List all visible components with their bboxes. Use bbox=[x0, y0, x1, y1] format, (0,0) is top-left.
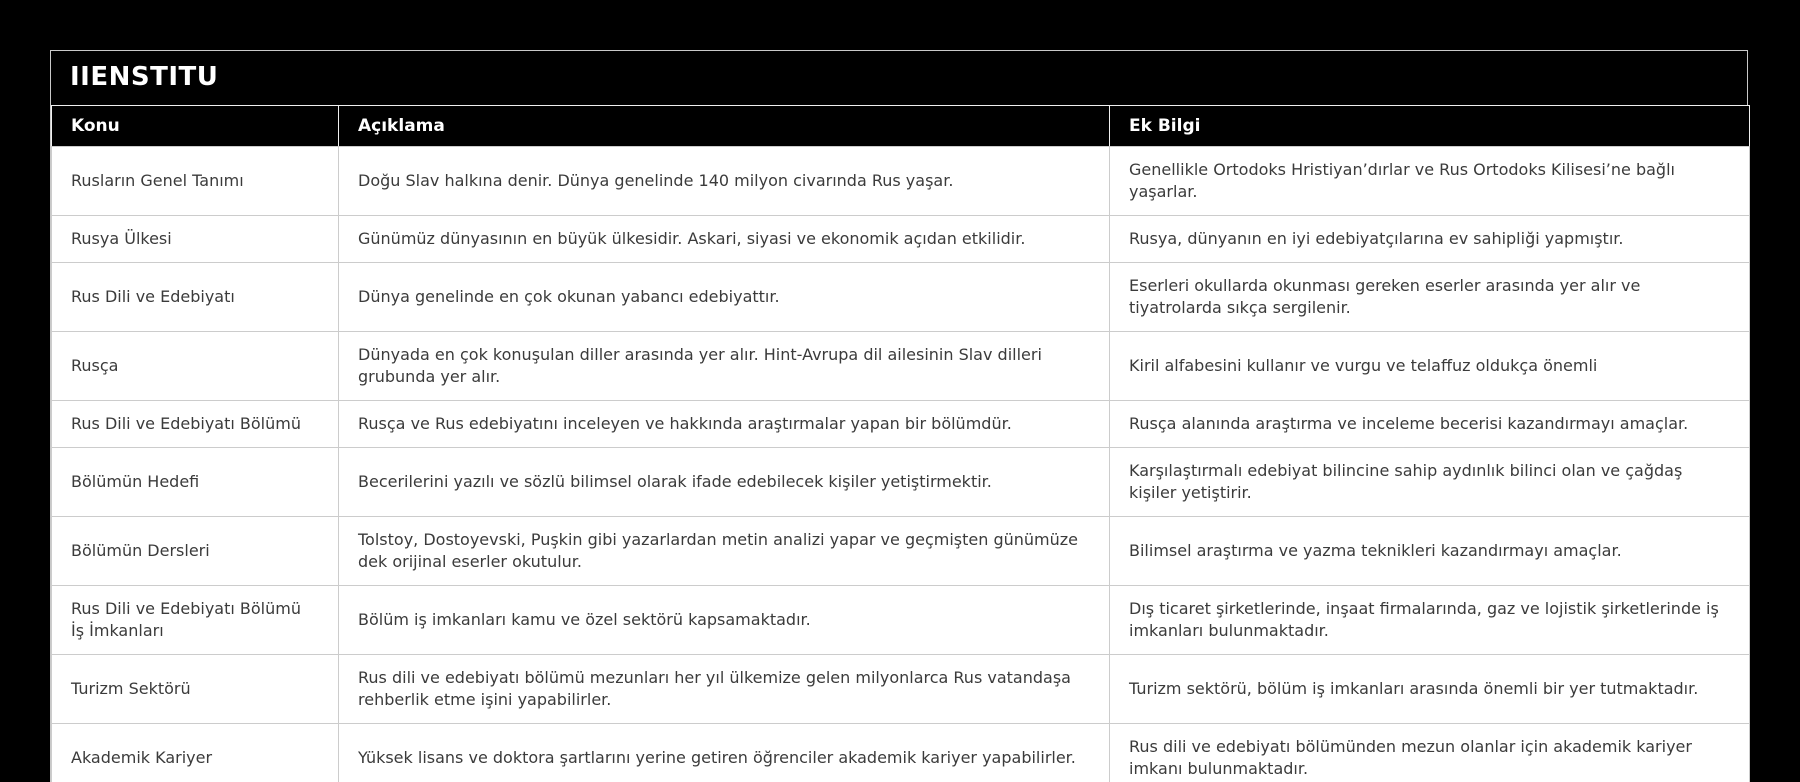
cell-ek-bilgi: Kiril alfabesini kullanır ve vurgu ve telaffuz oldukça önemli bbox=[1110, 331, 1750, 400]
cell-konu: Rus Dili ve Edebiyatı Bölümü bbox=[52, 400, 339, 447]
column-header-aciklama: Açıklama bbox=[339, 105, 1110, 146]
column-header-ek-bilgi: Ek Bilgi bbox=[1110, 105, 1750, 146]
table-card bbox=[50, 50, 1748, 782]
cell-aciklama: Dünya genelinde en çok okunan yabancı edebiyattır. bbox=[339, 262, 1110, 331]
cell-ek-bilgi: Rus dili ve edebiyatı bölümünden mezun olanlar için akademik kariyer imkanı bulunmaktadır. bbox=[1110, 723, 1750, 782]
cell-konu: Rus Dili ve Edebiyatı Bölümü İş İmkanları bbox=[52, 585, 339, 654]
table-row bbox=[52, 516, 1750, 585]
cell-ek-bilgi: Bilimsel araştırma ve yazma teknikleri kazandırmayı amaçlar. bbox=[1110, 516, 1750, 585]
cell-aciklama: Bölüm iş imkanları kamu ve özel sektörü kapsamaktadır. bbox=[339, 585, 1110, 654]
cell-konu: Akademik Kariyer bbox=[52, 723, 339, 782]
cell-konu: Bölümün Hedefi bbox=[52, 447, 339, 516]
cell-konu: Rus Dili ve Edebiyatı bbox=[52, 262, 339, 331]
cell-ek-bilgi: Genellikle Ortodoks Hristiyan’dırlar ve Rus Ortodoks Kilisesi’ne bağlı yaşarlar. bbox=[1110, 146, 1750, 215]
cell-aciklama: Doğu Slav halkına denir. Dünya genelinde 140 milyon civarında Rus yaşar. bbox=[339, 146, 1110, 215]
cell-ek-bilgi: Dış ticaret şirketlerinde, inşaat firmalarında, gaz ve lojistik şirketlerinde iş imkanları bulunmaktadır. bbox=[1110, 585, 1750, 654]
cell-konu: Rusya Ülkesi bbox=[52, 215, 339, 262]
cell-aciklama: Yüksek lisans ve doktora şartlarını yerine getiren öğrenciler akademik kariyer yapabilirler. bbox=[339, 723, 1110, 782]
table-row bbox=[52, 654, 1750, 723]
table-row bbox=[52, 215, 1750, 262]
table-row bbox=[52, 585, 1750, 654]
cell-aciklama: Günümüz dünyasının en büyük ülkesidir. Askari, siyasi ve ekonomik açıdan etkilidir. bbox=[339, 215, 1110, 262]
table-header bbox=[52, 105, 1750, 146]
cell-ek-bilgi: Karşılaştırmalı edebiyat bilincine sahip aydınlık bilinci olan ve çağdaş kişiler yetiştirir. bbox=[1110, 447, 1750, 516]
cell-konu: Turizm Sektörü bbox=[52, 654, 339, 723]
cell-aciklama: Rusça ve Rus edebiyatını inceleyen ve hakkında araştırmalar yapan bir bölümdür. bbox=[339, 400, 1110, 447]
data-table bbox=[51, 105, 1750, 782]
cell-konu: Rusça bbox=[52, 331, 339, 400]
table-row bbox=[52, 447, 1750, 516]
cell-aciklama: Tolstoy, Dostoyevski, Puşkin gibi yazarlardan metin analizi yapar ve geçmişten günümüze dek orijinal eserler okutulur. bbox=[339, 516, 1110, 585]
table-row bbox=[52, 400, 1750, 447]
cell-konu: Rusların Genel Tanımı bbox=[52, 146, 339, 215]
cell-ek-bilgi: Eserleri okullarda okunması gereken eserler arasında yer alır ve tiyatrolarda sıkça sergilenir. bbox=[1110, 262, 1750, 331]
table-body bbox=[52, 146, 1750, 782]
cell-aciklama: Becerilerini yazılı ve sözlü bilimsel olarak ifade edebilecek kişiler yetiştirmektir. bbox=[339, 447, 1110, 516]
cell-aciklama: Rus dili ve edebiyatı bölümü mezunları her yıl ülkemize gelen milyonlarca Rus vatandaşa rehberlik etme işini yapabilirler. bbox=[339, 654, 1110, 723]
page-title: IIENSTITU bbox=[51, 51, 1747, 105]
column-header-konu: Konu bbox=[52, 105, 339, 146]
table-row bbox=[52, 331, 1750, 400]
cell-aciklama: Dünyada en çok konuşulan diller arasında yer alır. Hint-Avrupa dil ailesinin Slav dilleri grubunda yer alır. bbox=[339, 331, 1110, 400]
cell-konu: Bölümün Dersleri bbox=[52, 516, 339, 585]
cell-ek-bilgi: Turizm sektörü, bölüm iş imkanları arasında önemli bir yer tutmaktadır. bbox=[1110, 654, 1750, 723]
cell-ek-bilgi: Rusça alanında araştırma ve inceleme becerisi kazandırmayı amaçlar. bbox=[1110, 400, 1750, 447]
table-row bbox=[52, 262, 1750, 331]
cell-ek-bilgi: Rusya, dünyanın en iyi edebiyatçılarına ev sahipliği yapmıştır. bbox=[1110, 215, 1750, 262]
table-row bbox=[52, 146, 1750, 215]
table-row bbox=[52, 723, 1750, 782]
